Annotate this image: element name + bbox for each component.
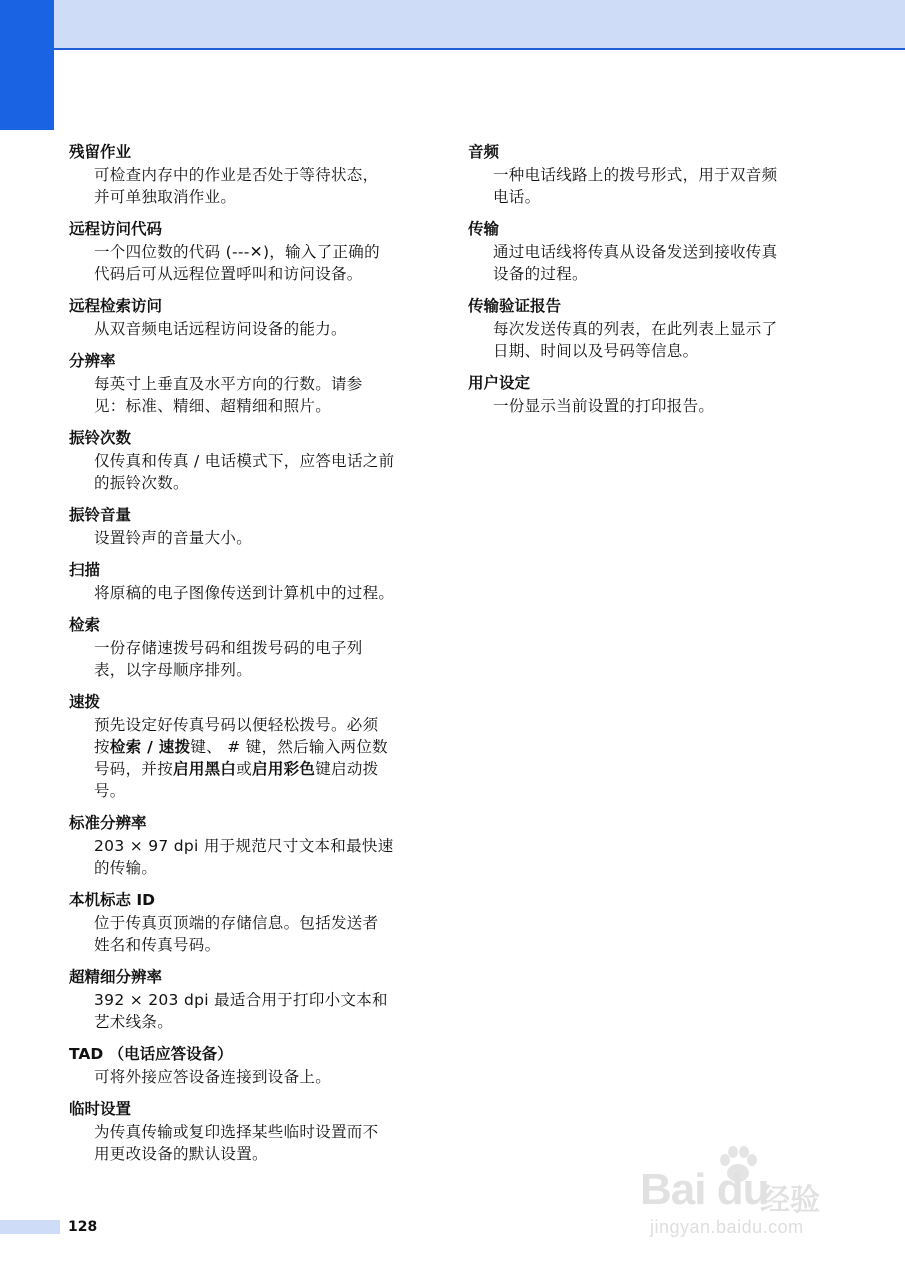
glossary-entry <box>69 614 429 681</box>
glossary-entry <box>468 372 828 417</box>
entry-definition: 一个四位数的代码 (---✕)，输入了正确的 代码后可从远程位置呼叫和访问设备。 <box>94 243 380 283</box>
entry-term: 本机标志 ID <box>69 891 156 909</box>
entry-term: 振铃音量 <box>69 506 132 524</box>
entry-definition: 预先设定好传真号码以便轻松拨号。必须 按检索 / 速拨键、 # 键，然后输入两位数 号码，并按启用黑白或启用彩色键启动拨 号。 <box>94 716 388 800</box>
glossary-entry <box>69 141 429 208</box>
watermark-cn: 经验 <box>760 1183 820 1218</box>
watermark-logo: Bai du <box>640 1165 769 1214</box>
entry-term: 传输 <box>468 220 500 238</box>
glossary-entry <box>69 1043 429 1088</box>
glossary-entry <box>69 812 429 879</box>
glossary-entry <box>69 218 429 285</box>
entry-definition: 203 × 97 dpi 用于规范尺寸文本和最快速 的传输。 <box>94 837 394 877</box>
entry-term: 用户设定 <box>468 374 531 392</box>
glossary-entry <box>468 295 828 362</box>
entry-definition: 通过电话线将传真从设备发送到接收传真 设备的过程。 <box>493 243 778 283</box>
entry-definition: 每英寸上垂直及水平方向的行数。请参 见：标准、精细、超精细和照片。 <box>94 375 363 415</box>
glossary-entry <box>468 218 828 285</box>
glossary-entry <box>69 966 429 1033</box>
entry-term: 传输验证报告 <box>468 297 562 315</box>
glossary-entry <box>69 889 429 956</box>
entry-definition: 将原稿的电子图像传送到计算机中的过程。 <box>94 584 395 602</box>
entry-term: 远程访问代码 <box>69 220 163 238</box>
entry-term: 音频 <box>468 143 500 161</box>
entry-term: 分辨率 <box>69 352 116 370</box>
entry-term: 超精细分辨率 <box>69 968 163 986</box>
glossary-entry <box>69 1098 429 1165</box>
entry-term: 扫描 <box>69 561 101 579</box>
entry-definition: 一种电话线路上的拨号形式，用于双音频 电话。 <box>493 166 778 206</box>
entry-definition: 可将外接应答设备连接到设备上。 <box>94 1068 332 1086</box>
entry-definition: 为传真传输或复印选择某些临时设置而不 用更改设备的默认设置。 <box>94 1123 379 1163</box>
footer-bar <box>0 1220 60 1234</box>
glossary-entry <box>69 295 429 340</box>
entry-definition: 可检查内存中的作业是否处于等待状态， 并可单独取消作业。 <box>94 166 379 206</box>
entry-term: 远程检索访问 <box>69 297 163 315</box>
page-number: 128 <box>68 1219 98 1235</box>
glossary-entry <box>69 350 429 417</box>
glossary-entry <box>468 141 828 208</box>
entry-term: TAD （电话应答设备） <box>69 1045 233 1063</box>
header-band <box>0 0 905 50</box>
entry-definition: 仅传真和传真 / 电话模式下，应答电话之前 的振铃次数。 <box>94 452 395 492</box>
entry-term: 残留作业 <box>69 143 132 161</box>
entry-definition: 位于传真页顶端的存储信息。包括发送者 姓名和传真号码。 <box>94 914 379 954</box>
glossary-entry <box>69 691 429 802</box>
entry-term: 检索 <box>69 616 101 634</box>
entry-term: 标准分辨率 <box>69 814 147 832</box>
glossary-entry <box>69 504 429 549</box>
watermark-url: jingyan.baidu.com <box>650 1217 804 1237</box>
entry-term: 速拨 <box>69 693 101 711</box>
entry-term: 临时设置 <box>69 1100 132 1118</box>
entry-term: 振铃次数 <box>69 429 132 447</box>
entry-definition: 设置铃声的音量大小。 <box>94 529 253 547</box>
glossary-entry <box>69 427 429 494</box>
entry-definition: 一份存储速拨号码和组拨号码的电子列 表，以字母顺序排列。 <box>94 639 363 679</box>
glossary-left-column <box>69 141 429 1175</box>
chapter-tab <box>0 0 54 130</box>
glossary-right-column <box>468 141 828 427</box>
entry-definition: 从双音频电话远程访问设备的能力。 <box>94 320 347 338</box>
watermark <box>640 1145 870 1245</box>
entry-definition: 392 × 203 dpi 最适合用于打印小文本和 艺术线条。 <box>94 991 388 1031</box>
entry-definition: 每次发送传真的列表，在此列表上显示了 日期、时间以及号码等信息。 <box>493 320 778 360</box>
entry-definition: 一份显示当前设置的打印报告。 <box>493 397 715 415</box>
glossary-entry <box>69 559 429 604</box>
